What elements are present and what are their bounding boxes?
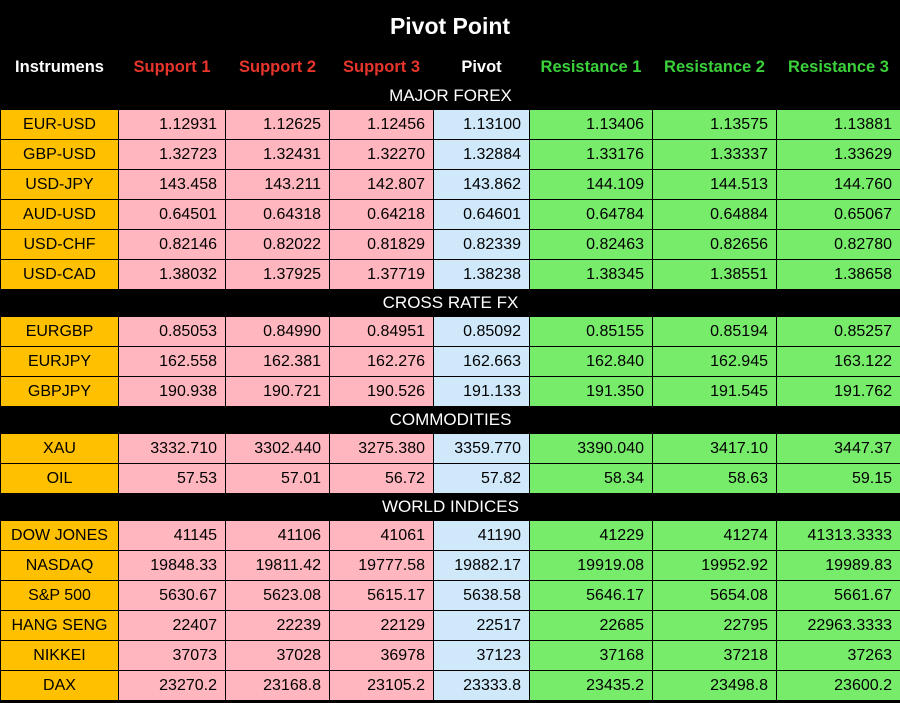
cell-pivot: 37123: [434, 641, 530, 671]
cell-support-1: 3332.710: [119, 434, 226, 464]
cell-support-2: 190.721: [226, 377, 330, 407]
cell-instrument: DOW JONES: [1, 521, 119, 551]
cell-resistance-2: 58.63: [653, 464, 777, 494]
cell-resistance-1: 0.64784: [530, 200, 653, 230]
cell-resistance-1: 3390.040: [530, 434, 653, 464]
cell-support-1: 5630.67: [119, 581, 226, 611]
cell-resistance-2: 1.33337: [653, 140, 777, 170]
cell-resistance-3: 19989.83: [777, 551, 900, 581]
cell-support-2: 19811.42: [226, 551, 330, 581]
table-row: [1, 377, 900, 407]
cell-resistance-1: 22685: [530, 611, 653, 641]
cell-support-1: 22407: [119, 611, 226, 641]
cell-support-1: 37073: [119, 641, 226, 671]
cell-resistance-1: 0.85155: [530, 317, 653, 347]
column-header-support-3: Support 3: [330, 53, 434, 83]
table-body: [1, 83, 900, 701]
cell-support-2: 37028: [226, 641, 330, 671]
cell-resistance-3: 1.38658: [777, 260, 900, 290]
cell-resistance-3: 3447.37: [777, 434, 900, 464]
cell-pivot: 5638.58: [434, 581, 530, 611]
column-header-support-1: Support 1: [119, 53, 226, 83]
cell-support-3: 190.526: [330, 377, 434, 407]
cell-instrument: HANG SENG: [1, 611, 119, 641]
cell-resistance-2: 191.545: [653, 377, 777, 407]
cell-support-2: 162.381: [226, 347, 330, 377]
cell-resistance-2: 22795: [653, 611, 777, 641]
section-label: CROSS RATE FX: [1, 290, 900, 317]
cell-pivot: 0.82339: [434, 230, 530, 260]
cell-resistance-1: 23435.2: [530, 671, 653, 701]
cell-pivot: 57.82: [434, 464, 530, 494]
table-row: [1, 434, 900, 464]
cell-resistance-3: 41313.3333: [777, 521, 900, 551]
cell-resistance-1: 0.82463: [530, 230, 653, 260]
cell-resistance-1: 41229: [530, 521, 653, 551]
cell-instrument: EURGBP: [1, 317, 119, 347]
cell-support-1: 1.12931: [119, 110, 226, 140]
cell-support-3: 142.807: [330, 170, 434, 200]
cell-pivot: 191.133: [434, 377, 530, 407]
cell-support-3: 1.37719: [330, 260, 434, 290]
cell-support-1: 190.938: [119, 377, 226, 407]
section-label: WORLD INDICES: [1, 494, 900, 521]
cell-support-3: 5615.17: [330, 581, 434, 611]
cell-support-1: 1.32723: [119, 140, 226, 170]
cell-support-2: 0.84990: [226, 317, 330, 347]
cell-resistance-2: 1.38551: [653, 260, 777, 290]
pivot-point-table: [0, 52, 900, 701]
table-row: [1, 521, 900, 551]
cell-support-3: 0.64218: [330, 200, 434, 230]
cell-instrument: S&P 500: [1, 581, 119, 611]
cell-resistance-1: 5646.17: [530, 581, 653, 611]
table-row: [1, 581, 900, 611]
cell-resistance-2: 3417.10: [653, 434, 777, 464]
cell-resistance-3: 1.13881: [777, 110, 900, 140]
cell-support-2: 143.211: [226, 170, 330, 200]
table-row: [1, 230, 900, 260]
cell-pivot: 0.64601: [434, 200, 530, 230]
cell-support-1: 0.82146: [119, 230, 226, 260]
cell-instrument: DAX: [1, 671, 119, 701]
column-header-pivot: Pivot: [434, 53, 530, 83]
table-header-row: [1, 53, 900, 83]
table-row: [1, 551, 900, 581]
cell-resistance-2: 0.82656: [653, 230, 777, 260]
cell-support-2: 0.82022: [226, 230, 330, 260]
cell-resistance-1: 58.34: [530, 464, 653, 494]
cell-instrument: NIKKEI: [1, 641, 119, 671]
cell-support-2: 23168.8: [226, 671, 330, 701]
cell-pivot: 1.32884: [434, 140, 530, 170]
table-row: [1, 140, 900, 170]
cell-resistance-3: 23600.2: [777, 671, 900, 701]
cell-resistance-2: 144.513: [653, 170, 777, 200]
cell-resistance-1: 1.13406: [530, 110, 653, 140]
cell-support-2: 5623.08: [226, 581, 330, 611]
cell-pivot: 162.663: [434, 347, 530, 377]
cell-instrument: GBP-USD: [1, 140, 119, 170]
cell-resistance-3: 0.85257: [777, 317, 900, 347]
cell-support-3: 1.12456: [330, 110, 434, 140]
cell-resistance-1: 1.33176: [530, 140, 653, 170]
cell-resistance-2: 19952.92: [653, 551, 777, 581]
cell-support-1: 41145: [119, 521, 226, 551]
cell-support-1: 162.558: [119, 347, 226, 377]
cell-support-3: 36978: [330, 641, 434, 671]
cell-pivot: 1.38238: [434, 260, 530, 290]
cell-resistance-1: 19919.08: [530, 551, 653, 581]
section-row: [1, 290, 900, 317]
column-header-support-2: Support 2: [226, 53, 330, 83]
cell-support-1: 57.53: [119, 464, 226, 494]
cell-resistance-3: 59.15: [777, 464, 900, 494]
cell-support-2: 57.01: [226, 464, 330, 494]
cell-pivot: 23333.8: [434, 671, 530, 701]
cell-support-3: 23105.2: [330, 671, 434, 701]
cell-pivot: 1.13100: [434, 110, 530, 140]
cell-pivot: 19882.17: [434, 551, 530, 581]
table-row: [1, 110, 900, 140]
cell-instrument: AUD-USD: [1, 200, 119, 230]
cell-instrument: EURJPY: [1, 347, 119, 377]
cell-resistance-2: 5654.08: [653, 581, 777, 611]
cell-instrument: USD-JPY: [1, 170, 119, 200]
table-row: [1, 464, 900, 494]
cell-support-2: 1.32431: [226, 140, 330, 170]
cell-resistance-2: 37218: [653, 641, 777, 671]
table-row: [1, 641, 900, 671]
cell-resistance-1: 1.38345: [530, 260, 653, 290]
cell-instrument: USD-CHF: [1, 230, 119, 260]
cell-resistance-1: 144.109: [530, 170, 653, 200]
table-row: [1, 200, 900, 230]
cell-support-3: 41061: [330, 521, 434, 551]
cell-resistance-1: 37168: [530, 641, 653, 671]
cell-support-3: 0.81829: [330, 230, 434, 260]
table-row: [1, 260, 900, 290]
cell-resistance-2: 41274: [653, 521, 777, 551]
cell-pivot: 3359.770: [434, 434, 530, 464]
cell-support-2: 1.37925: [226, 260, 330, 290]
cell-resistance-2: 23498.8: [653, 671, 777, 701]
column-header-resistance-3: Resistance 3: [777, 53, 900, 83]
cell-support-2: 41106: [226, 521, 330, 551]
cell-support-1: 23270.2: [119, 671, 226, 701]
cell-support-3: 22129: [330, 611, 434, 641]
table-row: [1, 317, 900, 347]
cell-support-2: 22239: [226, 611, 330, 641]
cell-pivot: 22517: [434, 611, 530, 641]
cell-resistance-3: 22963.3333: [777, 611, 900, 641]
cell-support-2: 0.64318: [226, 200, 330, 230]
cell-resistance-3: 5661.67: [777, 581, 900, 611]
cell-support-1: 0.85053: [119, 317, 226, 347]
column-header-instruments: Instrumens: [1, 53, 119, 83]
section-label: MAJOR FOREX: [1, 83, 900, 110]
cell-resistance-3: 1.33629: [777, 140, 900, 170]
cell-support-3: 56.72: [330, 464, 434, 494]
cell-resistance-2: 0.85194: [653, 317, 777, 347]
cell-instrument: GBPJPY: [1, 377, 119, 407]
cell-support-1: 19848.33: [119, 551, 226, 581]
cell-support-3: 162.276: [330, 347, 434, 377]
cell-support-2: 1.12625: [226, 110, 330, 140]
section-label: COMMODITIES: [1, 407, 900, 434]
cell-pivot: 41190: [434, 521, 530, 551]
cell-resistance-2: 1.13575: [653, 110, 777, 140]
cell-pivot: 0.85092: [434, 317, 530, 347]
cell-resistance-3: 191.762: [777, 377, 900, 407]
cell-resistance-3: 0.65067: [777, 200, 900, 230]
cell-support-3: 19777.58: [330, 551, 434, 581]
column-header-resistance-1: Resistance 1: [530, 53, 653, 83]
cell-resistance-3: 0.82780: [777, 230, 900, 260]
table-row: [1, 671, 900, 701]
cell-pivot: 143.862: [434, 170, 530, 200]
cell-resistance-1: 191.350: [530, 377, 653, 407]
cell-resistance-1: 162.840: [530, 347, 653, 377]
cell-resistance-2: 162.945: [653, 347, 777, 377]
cell-resistance-3: 37263: [777, 641, 900, 671]
cell-support-1: 1.38032: [119, 260, 226, 290]
section-row: [1, 494, 900, 521]
cell-instrument: NASDAQ: [1, 551, 119, 581]
cell-support-3: 3275.380: [330, 434, 434, 464]
cell-support-1: 0.64501: [119, 200, 226, 230]
cell-support-3: 1.32270: [330, 140, 434, 170]
cell-support-3: 0.84951: [330, 317, 434, 347]
cell-instrument: EUR-USD: [1, 110, 119, 140]
table-row: [1, 347, 900, 377]
section-row: [1, 407, 900, 434]
section-row: [1, 83, 900, 110]
cell-support-2: 3302.440: [226, 434, 330, 464]
page-title: [0, 0, 900, 52]
page-title-text: Pivot Point: [389, 12, 511, 39]
table-row: [1, 170, 900, 200]
cell-instrument: XAU: [1, 434, 119, 464]
cell-resistance-2: 0.64884: [653, 200, 777, 230]
cell-instrument: OIL: [1, 464, 119, 494]
column-header-resistance-2: Resistance 2: [653, 53, 777, 83]
cell-support-1: 143.458: [119, 170, 226, 200]
cell-instrument: USD-CAD: [1, 260, 119, 290]
cell-resistance-3: 144.760: [777, 170, 900, 200]
table-row: [1, 611, 900, 641]
cell-resistance-3: 163.122: [777, 347, 900, 377]
